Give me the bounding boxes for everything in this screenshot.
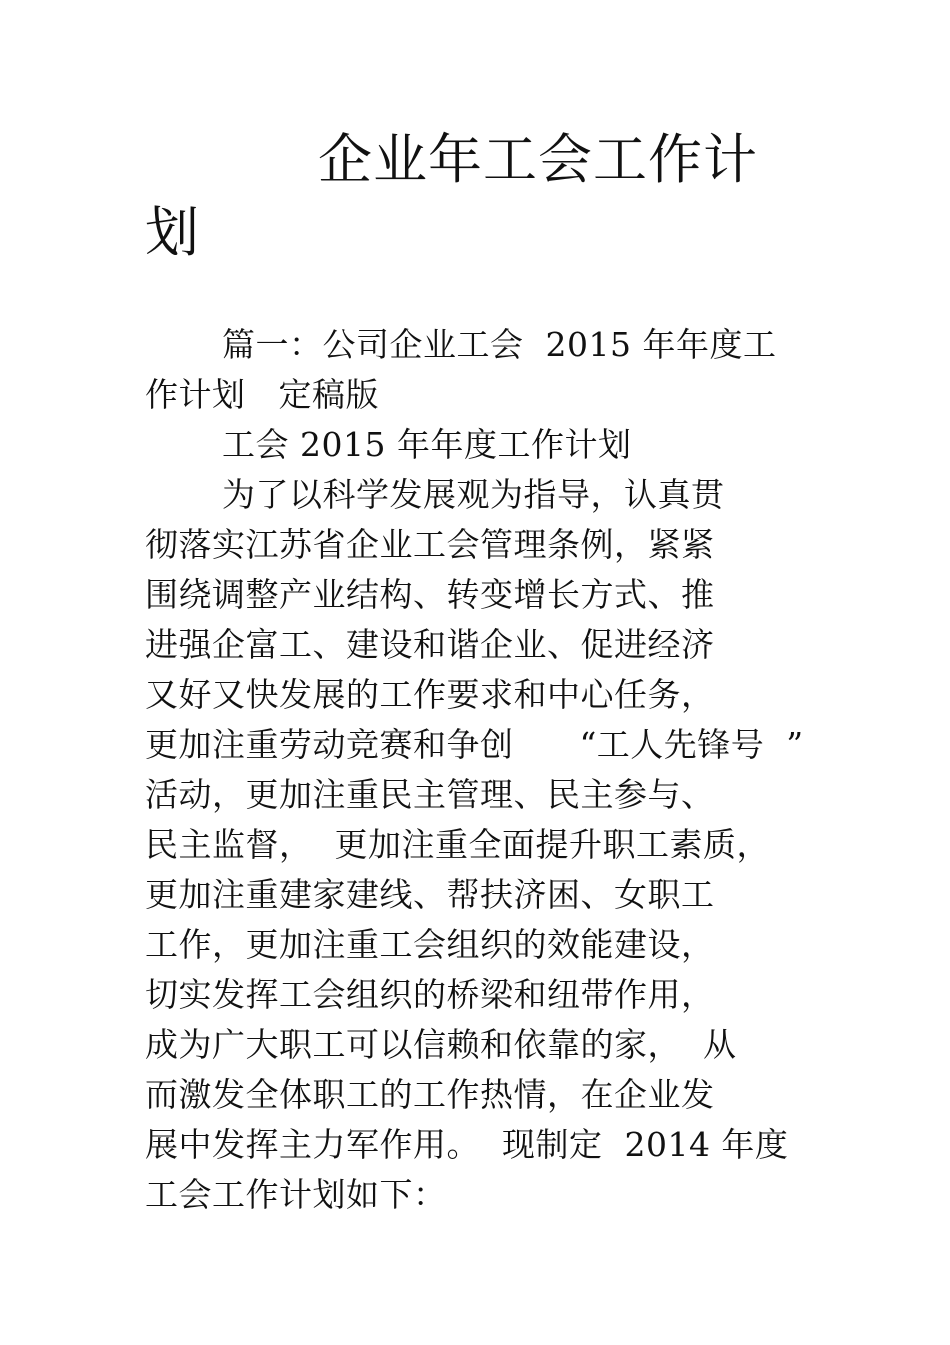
body-line-15: 成为广大职工可以信赖和依靠的家， 从 <box>145 1025 737 1064</box>
body-line-9: 更加注重劳动竞赛和争创 “工人先锋号 ” <box>145 725 804 764</box>
document-title-line-1: 企业年工会工作计 <box>318 128 758 191</box>
body-line-14: 切实发挥工会组织的桥梁和纽带作用， <box>145 975 715 1014</box>
body-line-11: 民主监督， 更加注重全面提升职工素质， <box>145 825 770 864</box>
body-line-8: 又好又快发展的工作要求和中心任务， <box>145 675 715 714</box>
body-line-1: 篇一：公司企业工会 2015 年年度工 <box>222 325 777 364</box>
body-line-13: 工作，更加注重工会组织的效能建设， <box>145 925 715 964</box>
body-line-10: 活动，更加注重民主管理、民主参与、 <box>145 775 715 814</box>
document-title-line-2: 划 <box>145 201 200 264</box>
body-line-16: 而激发全体职工的工作热情，在企业发 <box>145 1075 715 1114</box>
body-line-17: 展中发挥主力军作用。 现制定 2014 年度 <box>145 1125 789 1164</box>
body-line-18: 工会工作计划如下： <box>145 1175 447 1214</box>
body-line-4: 为了以科学发展观为指导，认真贯 <box>222 475 725 514</box>
body-line-6: 围绕调整产业结构、转变增长方式、推 <box>145 575 715 614</box>
body-line-12: 更加注重建家建线、帮扶济困、女职工 <box>145 875 715 914</box>
body-line-5: 彻落实江苏省企业工会管理条例，紧紧 <box>145 525 715 564</box>
body-line-7: 进强企富工、建设和谐企业、促进经济 <box>145 625 715 664</box>
body-line-3: 工会 2015 年年度工作计划 <box>222 425 632 464</box>
body-line-2: 作计划 定稿版 <box>145 375 379 414</box>
